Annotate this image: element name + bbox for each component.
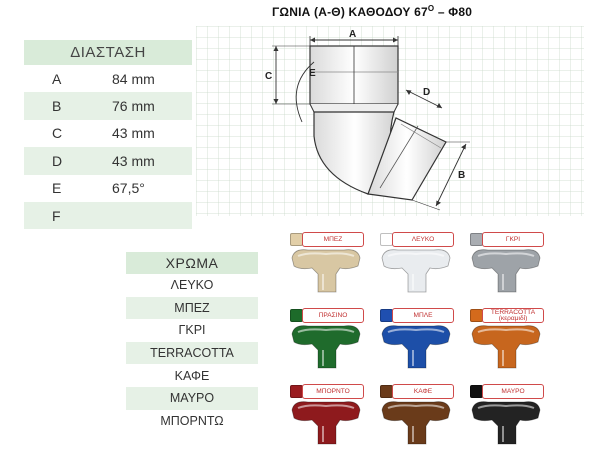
dimension-row-e (24, 175, 192, 202)
color-row: ΚΑΦΕ (174, 368, 210, 383)
dim-label-e: E (309, 68, 316, 79)
dimension-key: C (52, 125, 63, 142)
color-swatch (286, 306, 366, 374)
color-row: ΜΠΕΖ (126, 297, 258, 320)
color-swatch (286, 230, 366, 298)
gutter-outlet-icon (288, 320, 364, 372)
color-swatch (376, 230, 456, 298)
dimension-value: 84 mm (112, 70, 155, 87)
color-swatch (376, 382, 456, 450)
title-suffix: – Φ80 (434, 5, 473, 19)
swatch-label: TERRACOTTA (κεραμιδί) (482, 308, 544, 323)
dimension-value: 43 mm (112, 125, 155, 142)
swatch-label: ΚΑΦΕ (392, 384, 454, 399)
dim-label-c: C (265, 71, 273, 82)
color-swatch (376, 306, 456, 374)
dimension-row-f (24, 202, 192, 229)
swatch-label: ΛΕΥΚΟ (392, 232, 454, 247)
title-degree: Ο (427, 4, 435, 13)
dimension-table (24, 40, 192, 229)
dim-label-d: D (423, 87, 431, 98)
dim-label-b: B (458, 170, 466, 181)
color-row: ΓΚΡΙ (178, 323, 206, 338)
swatch-label: ΓΚΡΙ (482, 232, 544, 247)
color-row: ΛΕΥΚΟ (170, 278, 214, 293)
dimension-row-a (24, 65, 192, 92)
dimension-value: 67,5° (112, 180, 145, 197)
color-swatch (286, 382, 366, 450)
dimension-key: D (52, 152, 63, 169)
gutter-outlet-icon (468, 244, 544, 296)
dimension-key: A (52, 70, 62, 87)
color-row: ΜΑΥΡΟ (126, 387, 258, 410)
swatch-label: ΜΠΟΡΝΤΟ (302, 384, 364, 399)
gutter-outlet-icon (378, 320, 454, 372)
color-swatch (466, 382, 546, 450)
dimension-key: E (52, 180, 62, 197)
title-main: ΓΩΝΙΑ (Α-Θ) ΚΑΘΟΔΟΥ 67 (272, 5, 428, 19)
color-table (126, 252, 258, 432)
gutter-outlet-icon (378, 396, 454, 448)
swatch-label: ΜΠΛΕ (392, 308, 454, 323)
gutter-outlet-icon (468, 320, 544, 372)
technical-drawing (196, 26, 584, 216)
dimension-value: 76 mm (112, 98, 155, 115)
page-title (272, 4, 572, 19)
dimension-value: 43 mm (112, 152, 155, 169)
color-swatch (466, 230, 546, 298)
dimension-key: B (52, 98, 62, 115)
color-row: ΜΠΟΡΝΤΩ (160, 413, 224, 428)
dim-label-a: A (349, 29, 357, 40)
color-swatch-grid (286, 230, 586, 448)
dimension-key: F (52, 207, 61, 224)
swatch-label: ΠΡΑΣΙΝΟ (302, 308, 364, 323)
color-header: ΧΡΩΜΑ (126, 252, 258, 274)
color-row: TERRACOTTA (126, 342, 258, 365)
swatch-label: ΜΑΥΡΟ (482, 384, 544, 399)
dimension-row-c (24, 120, 192, 147)
dimension-row-b (24, 92, 192, 119)
gutter-outlet-icon (288, 244, 364, 296)
gutter-outlet-icon (468, 396, 544, 448)
gutter-outlet-icon (378, 244, 454, 296)
gutter-outlet-icon (288, 396, 364, 448)
swatch-label: ΜΠΕΖ (302, 232, 364, 247)
dimension-row-d (24, 147, 192, 174)
color-swatch (466, 306, 546, 374)
dimension-header: ΔΙΑΣΤΑΣΗ (24, 40, 192, 65)
